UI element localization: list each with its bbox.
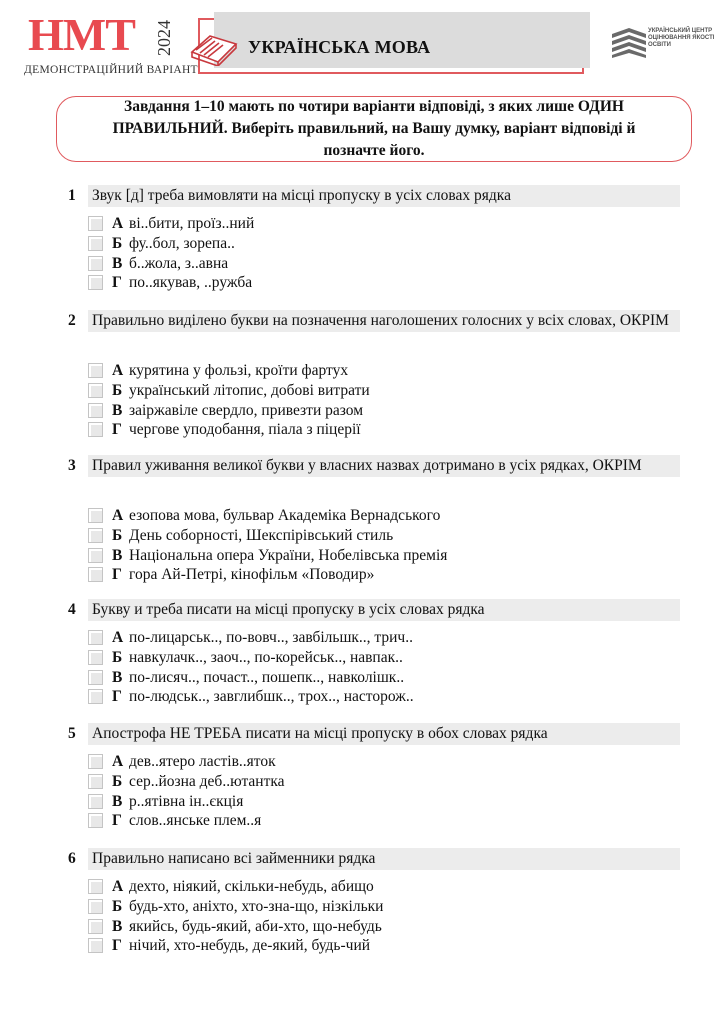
option-text: нічий, хто-небудь, де-який, будь-чий [129, 937, 371, 955]
task-number: 5 [68, 725, 76, 742]
book-icon [188, 26, 240, 66]
answer-checkbox[interactable] [88, 508, 103, 523]
option-text: заіржавіле свердло, привезти разом [129, 401, 364, 419]
option-text: якийсь, будь-який, аби-хто, що-небудь [129, 917, 382, 935]
answer-checkbox[interactable] [88, 548, 103, 563]
option-letter: Б [112, 234, 123, 252]
answer-checkbox[interactable] [88, 403, 103, 418]
answer-checkbox[interactable] [88, 528, 103, 543]
answer-checkbox[interactable] [88, 670, 103, 685]
option-letter: Г [112, 937, 122, 955]
option-letter: Г [112, 812, 122, 830]
logo-year: 2024 [154, 20, 174, 56]
option-text: ві..бити, проїз..ний [129, 215, 255, 232]
subject-title: УКРАЇНСЬКА МОВА [248, 37, 431, 57]
option-letter: Г [112, 688, 122, 706]
option-letter: Б [112, 772, 123, 790]
option-letter: Г [112, 274, 122, 292]
subject-header [198, 18, 584, 74]
option-text: сер..йозна деб..ютантка [129, 772, 285, 790]
instructions-text: Завдання 1–10 мають по чотири варіанти відповіді, з яких лише ОДИН ПРАВИЛЬНИЙ. Виберіть правильний, на Вашу думку, варіант відповіді й позначте його. [112, 98, 636, 159]
ucoyo-logo [612, 26, 715, 66]
option-text: гора Ай-Петрі, кінофільм «Поводир» [129, 566, 375, 584]
task-question: Букву и треба писати на місці пропуску в усіх словах рядка [88, 599, 680, 621]
answer-checkbox[interactable] [88, 383, 103, 398]
option-text: слов..янське плем..я [129, 812, 262, 830]
option-text: чергове уподобання, піала з піцерії [129, 421, 361, 439]
option-letter: В [112, 546, 123, 564]
option-letter: А [112, 362, 124, 379]
option-letter: Г [112, 421, 122, 439]
task-question: Звук [д] треба вимовляти на місці пропуску в усіх словах рядка [88, 185, 680, 207]
task-question: Правильно виділено букви на позначення наголошених голосних у всіх словах, ОКРІМ [88, 310, 680, 332]
option-text: по-лисяч.., почаст.., пошепк.., навколішк.. [129, 668, 405, 686]
answer-checkbox[interactable] [88, 879, 103, 894]
option-text: український літопис, добові витрати [129, 381, 370, 399]
option-letter: Б [112, 648, 123, 666]
answer-checkbox[interactable] [88, 422, 103, 437]
option-letter: Б [112, 381, 123, 399]
option-letter: А [112, 507, 124, 524]
option-letter: В [112, 792, 123, 810]
option-letter: Г [112, 566, 122, 584]
option-letter: А [112, 753, 124, 770]
option-text: Національна опера України, Нобелівська премія [129, 546, 448, 564]
ucoyo-emblem-icon [612, 28, 646, 58]
option-text: б..жола, з..авна [129, 254, 229, 272]
answer-checkbox[interactable] [88, 899, 103, 914]
task-number: 4 [68, 601, 76, 618]
option-text: навкулачк.., заоч.., по-корейськ.., навпак.. [129, 648, 403, 666]
option-letter: В [112, 917, 123, 935]
option-letter: В [112, 668, 123, 686]
option-letter: Б [112, 897, 123, 915]
option-text: по-лицарськ.., по-вовч.., завбільшк.., трич.. [129, 629, 413, 646]
option-text: по-людськ.., завглибшк.., трох.., насторож.. [129, 688, 414, 706]
logo-subtitle: ДЕМОНСТРАЦІЙНИЙ ВАРІАНТ [24, 64, 198, 76]
ucoyo-logo-text: УКРАЇНСЬКИЙ ЦЕНТР ОЦІНЮВАННЯ ЯКОСТІ ОСВІТИ [648, 28, 715, 48]
answer-checkbox[interactable] [88, 275, 103, 290]
answer-checkbox[interactable] [88, 689, 103, 704]
answer-checkbox[interactable] [88, 567, 103, 582]
answer-checkbox[interactable] [88, 774, 103, 789]
task-number: 2 [68, 312, 76, 329]
task-question: Апострофа НЕ ТРЕБА писати на місці пропуску в обох словах рядка [88, 723, 680, 745]
option-text: курятина у фользі, кроїти фартух [129, 362, 349, 379]
option-letter: Б [112, 526, 123, 544]
option-letter: А [112, 629, 124, 646]
nmt-logo [24, 9, 198, 80]
option-text: дев..ятеро ластів..яток [129, 753, 276, 770]
answer-checkbox[interactable] [88, 938, 103, 953]
option-letter: А [112, 878, 124, 895]
option-text: по..якував, ..ружба [129, 274, 253, 292]
option-text: езопова мова, бульвар Академіка Вернадського [129, 507, 441, 524]
option-letter: А [112, 215, 124, 232]
answer-checkbox[interactable] [88, 754, 103, 769]
answer-checkbox[interactable] [88, 216, 103, 231]
logo-text: НМТ [28, 9, 135, 60]
answer-checkbox[interactable] [88, 650, 103, 665]
task-number: 1 [68, 187, 76, 204]
task-question: Правил уживання великої букви у власних назвах дотримано в усіх рядках, ОКРІМ [88, 455, 680, 477]
option-text: День соборності, Шекспірівський стиль [129, 526, 394, 544]
answer-checkbox[interactable] [88, 630, 103, 645]
answer-checkbox[interactable] [88, 256, 103, 271]
option-text: фу..бол, зорепа.. [129, 234, 235, 252]
option-text: р..ятівна ін..єкція [129, 792, 244, 810]
instructions-box [56, 96, 692, 162]
answer-checkbox[interactable] [88, 236, 103, 251]
option-text: будь-хто, аніхто, хто-зна-що, нізкільки [129, 897, 384, 915]
task-number: 6 [68, 850, 76, 867]
option-letter: В [112, 401, 123, 419]
answer-checkbox[interactable] [88, 794, 103, 809]
answer-checkbox[interactable] [88, 363, 103, 378]
answer-checkbox[interactable] [88, 919, 103, 934]
task-question: Правильно написано всі займенники рядка [88, 848, 680, 870]
answer-checkbox[interactable] [88, 813, 103, 828]
option-letter: В [112, 254, 123, 272]
option-text: дехто, ніякий, скільки-небудь, абищо [129, 878, 374, 895]
task-number: 3 [68, 457, 76, 474]
